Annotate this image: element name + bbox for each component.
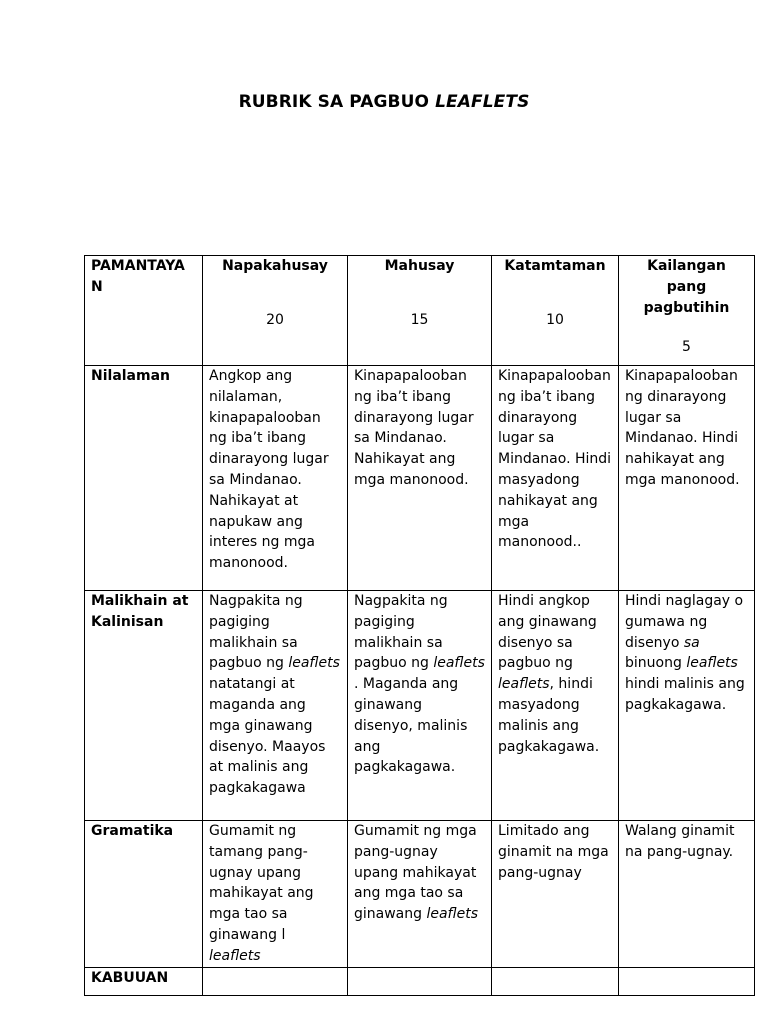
rubric-cell: Nagpakita ng pagiging malikhain sa pagbuo ng leaflets natatangi at maganda ang mga ginawang disenyo. Maayos at malinis ang pagkakagawa	[203, 591, 348, 821]
header-points: 15	[410, 311, 429, 328]
rubric-cell: Kinapapalooban ng iba’t ibang dinarayong lugar sa Mindanao. Hindi masyadong nahikayat ang mga manonood..	[492, 366, 619, 591]
table-row	[85, 591, 755, 821]
header-points: 10	[546, 311, 564, 328]
rubric-cell: Limitado ang ginamit na mga pang-ugnay	[492, 821, 619, 968]
header-kailangan: Kailangan pang pagbutihin 5	[619, 256, 755, 366]
header-katamtaman: Katamtaman 10	[492, 256, 619, 366]
header-points: 20	[266, 311, 284, 328]
rubric-cell: Hindi naglagay o gumawa ng disenyo sa binuong leaflets hindi malinis ang pagkakagawa.	[619, 591, 755, 821]
empty-cell	[203, 967, 348, 995]
rubric-cell: Kinapapalooban ng dinarayong lugar sa Mindanao. Hindi nahikayat ang mga manonood.	[619, 366, 755, 591]
rubric-table	[84, 255, 755, 996]
empty-cell	[348, 967, 492, 995]
header-points: 5	[682, 339, 691, 356]
rubric-cell: Gumamit ng mga pang-ugnay upang mahikayat ang mga tao sa ginawang leaflets	[348, 821, 492, 968]
header-napakahusay: Napakahusay 20	[203, 256, 348, 366]
rubric-cell: Kinapapalooban ng iba’t ibang dinarayong lugar sa Mindanao. Nahikayat ang mga manonood.	[348, 366, 492, 591]
table-row	[85, 821, 755, 968]
rubric-cell: Nagpakita ng pagiging malikhain sa pagbuo ng leaflets . Maganda ang ginawang disenyo, malinis ang pagkakagawa.	[348, 591, 492, 821]
header-mahusay: Mahusay 15	[348, 256, 492, 366]
rubric-cell: Hindi angkop ang ginawang disenyo sa pagbuo ng leaflets, hindi masyadong malinis ang pagkakagawa.	[492, 591, 619, 821]
criterion-cell: Gramatika	[85, 821, 203, 968]
criterion-cell: Malikhain at Kalinisan	[85, 591, 203, 821]
header-pamantayan: PAMANTAYAN	[85, 256, 203, 366]
table-row-total	[85, 967, 755, 995]
title-emphasis: LEAFLETS	[435, 92, 530, 112]
rubric-cell: Angkop ang nilalaman, kinapapalooban ng iba’t ibang dinarayong lugar sa Mindanao. Nahikayat at napukaw ang interes ng mga manonood.	[203, 366, 348, 591]
rubric-cell: Gumamit ng tamang pang-ugnay upang mahikayat ang mga tao sa ginawang l leaflets	[203, 821, 348, 968]
title-main: RUBRIK SA PAGBUO	[238, 92, 430, 112]
criterion-cell: Nilalaman	[85, 366, 203, 591]
table-row	[85, 366, 755, 591]
header-row	[85, 256, 755, 366]
document-title	[0, 92, 768, 112]
empty-cell	[619, 967, 755, 995]
rubric-cell: Walang ginamit na pang-ugnay.	[619, 821, 755, 968]
criterion-cell: KABUUAN	[85, 967, 203, 995]
empty-cell	[492, 967, 619, 995]
